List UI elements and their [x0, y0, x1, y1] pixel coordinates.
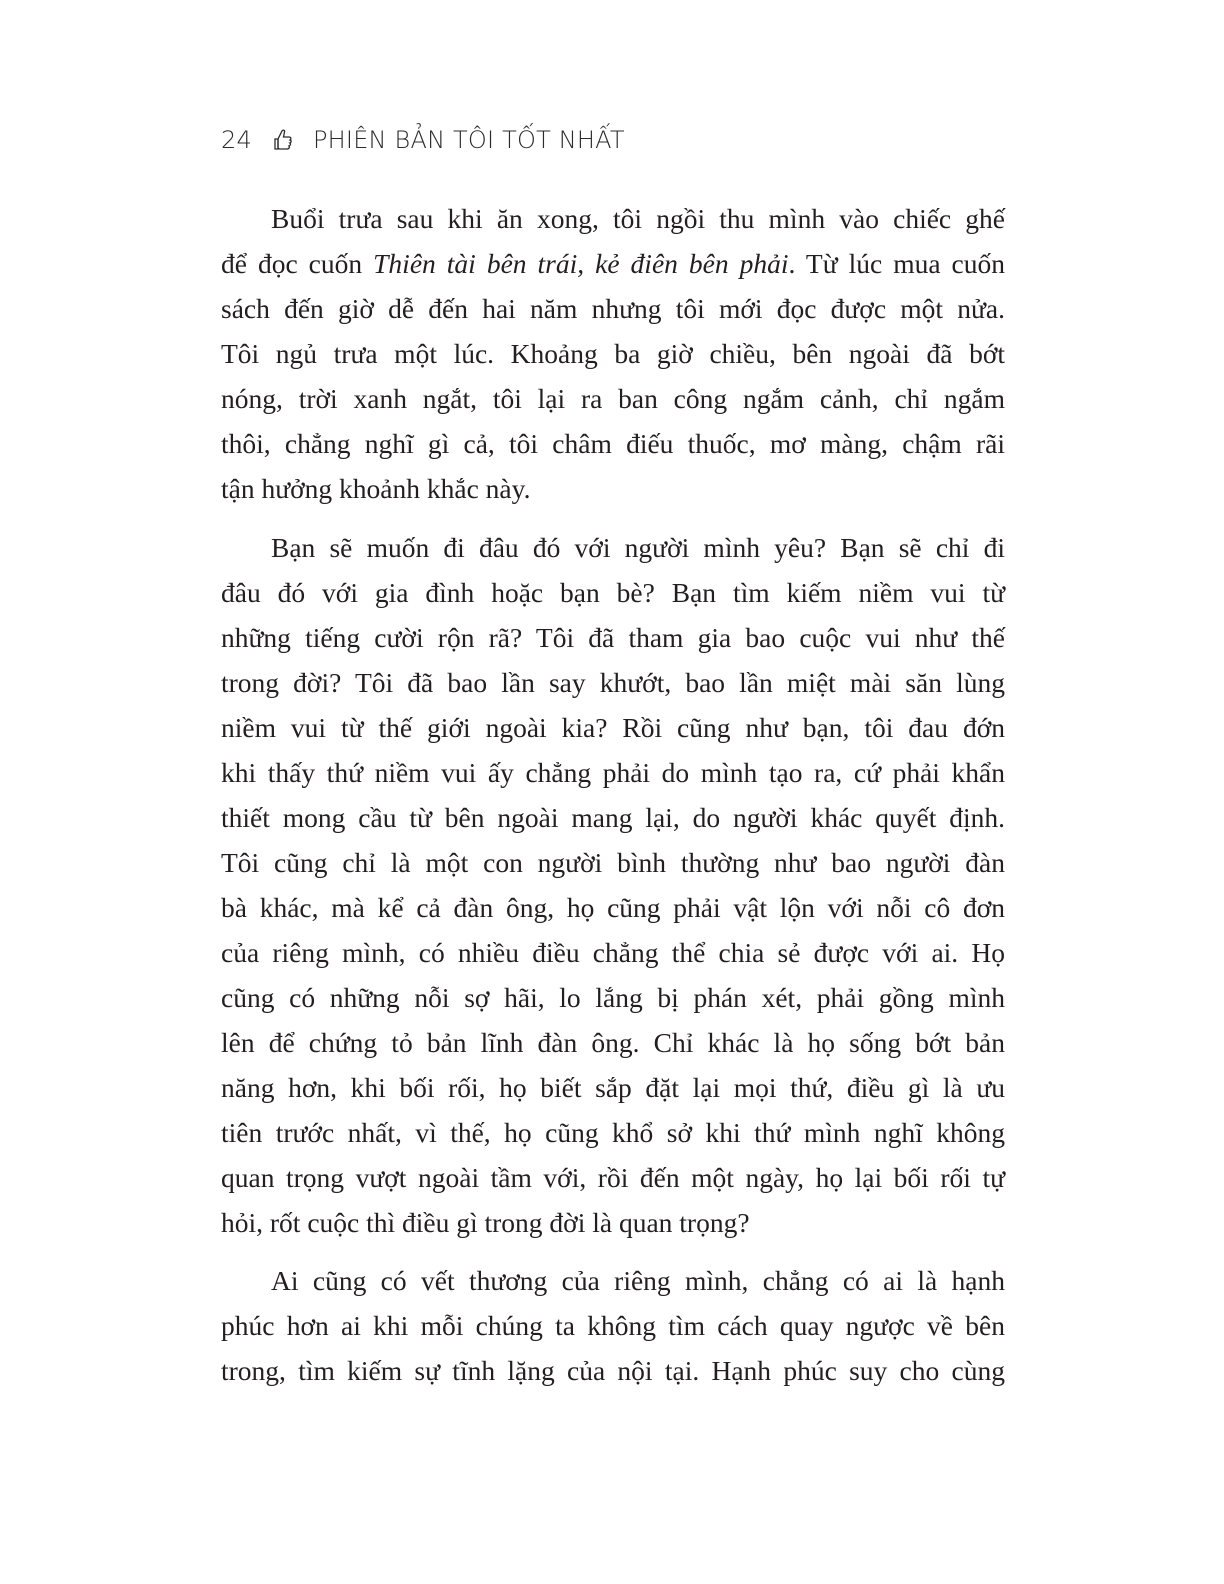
- text-line: tận hưởng khoảnh khắc này.: [221, 473, 531, 504]
- text-line: cũng có những nỗi sợ hãi, lo lắng bị phán xét, phải gồng mình: [221, 982, 1005, 1013]
- text-line: trong, tìm kiếm sự tĩnh lặng của nội tại. Hạnh phúc suy cho cùng: [221, 1355, 1005, 1386]
- text-line: những tiếng cười rộn rã? Tôi đã tham gia bao cuộc vui như thế: [221, 622, 1005, 653]
- text-line: đâu đó với gia đình hoặc bạn bè? Bạn tìm kiếm niềm vui từ: [221, 577, 1005, 608]
- text-line: nóng, trời xanh ngắt, tôi lại ra ban công ngắm cảnh, chỉ ngắm: [221, 383, 1005, 414]
- text-line: lên để chứng tỏ bản lĩnh đàn ông. Chỉ khác là họ sống bớt bản: [221, 1027, 1005, 1058]
- text-line: niềm vui từ thế giới ngoài kia? Rồi cũng như bạn, tôi đau đớn: [221, 712, 1005, 743]
- text-line: của riêng mình, có nhiều điều chẳng thể chia sẻ được với ai. Họ: [221, 937, 1005, 968]
- text-line: Bạn sẽ muốn đi đâu đó với người mình yêu? Bạn sẽ chỉ đi: [271, 532, 1005, 563]
- thumbs-up-icon: [273, 126, 313, 154]
- text-line: hỏi, rốt cuộc thì điều gì trong đời là quan trọng?: [221, 1207, 750, 1238]
- text-segment: để đọc cuốn: [221, 248, 374, 279]
- paragraph-2: [221, 525, 1005, 1245]
- text-line: Tôi cũng chỉ là một con người bình thường như bao người đàn: [221, 847, 1005, 878]
- text-line: năng hơn, khi bối rối, họ biết sắp đặt lại mọi thứ, điều gì là ưu: [221, 1072, 1005, 1103]
- paragraph-3: [221, 1258, 1005, 1393]
- page-number: 24: [221, 126, 252, 154]
- text-line: thiết mong cầu từ bên ngoài mang lại, do người khác quyết định.: [221, 802, 1005, 833]
- book-title-italic: Thiên tài bên trái, kẻ điên bên phải: [373, 248, 789, 279]
- text-line: [221, 241, 1005, 286]
- text-line: quan trọng vượt ngoài tầm với, rồi đến một ngày, họ lại bối rối tự: [221, 1162, 1005, 1193]
- text-line: sách đến giờ dễ đến hai năm nhưng tôi mới đọc được một nửa.: [221, 293, 1005, 324]
- text-line: tiên trước nhất, vì thế, họ cũng khổ sở khi thứ mình nghĩ không: [221, 1117, 1005, 1148]
- paragraph-1: [221, 196, 1005, 511]
- text-line: Tôi ngủ trưa một lúc. Khoảng ba giờ chiều, bên ngoài đã bớt: [221, 338, 1005, 369]
- running-title: PHIÊN BẢN TÔI TỐT NHẤT: [313, 126, 625, 154]
- running-header: [221, 122, 625, 158]
- text-line: trong đời? Tôi đã bao lần say khướt, bao lần miệt mài săn lùng: [221, 667, 1005, 698]
- text-line: Buổi trưa sau khi ăn xong, tôi ngồi thu mình vào chiếc ghế: [271, 203, 1005, 234]
- text-line: Ai cũng có vết thương của riêng mình, chẳng có ai là hạnh: [271, 1265, 1005, 1296]
- text-line: thôi, chẳng nghĩ gì cả, tôi châm điếu thuốc, mơ màng, chậm rãi: [221, 428, 1005, 459]
- text-line: bà khác, mà kể cả đàn ông, họ cũng phải vật lộn với nỗi cô đơn: [221, 892, 1005, 923]
- text-line: khi thấy thứ niềm vui ấy chẳng phải do mình tạo ra, cứ phải khẩn: [221, 757, 1005, 788]
- text-segment: . Từ lúc mua cuốn: [788, 248, 1006, 279]
- text-line: phúc hơn ai khi mỗi chúng ta không tìm cách quay ngược về bên: [221, 1310, 1005, 1341]
